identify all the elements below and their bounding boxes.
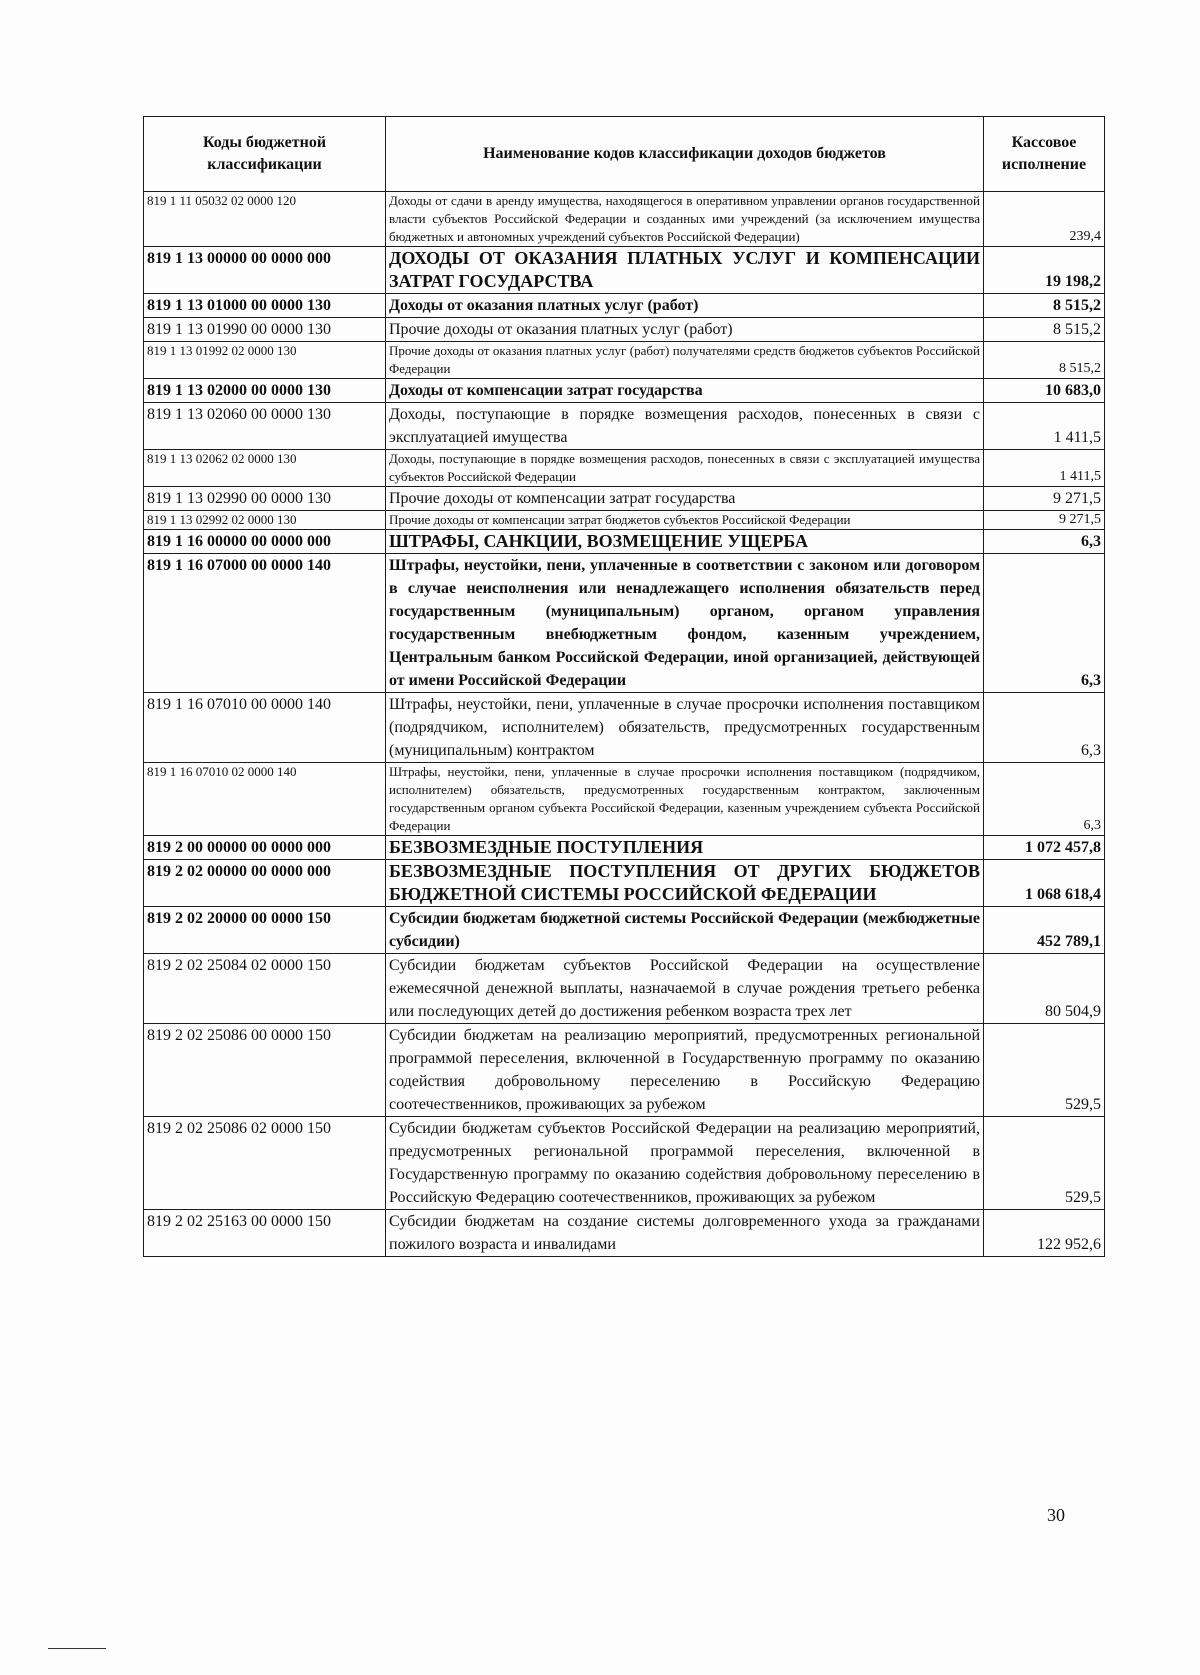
row-amount-cell: 6,3 xyxy=(984,554,1105,693)
row-code-cell: 819 1 13 01990 00 0000 130 xyxy=(144,318,386,342)
row-code-cell: 819 1 13 01992 02 0000 130 xyxy=(144,342,386,379)
row-amount-cell: 8 515,2 xyxy=(984,294,1105,318)
row-code-cell: 819 2 00 00000 00 0000 000 xyxy=(144,836,386,860)
table-row xyxy=(144,860,1105,907)
row-name-cell: Субсидии бюджетам на создание системы долговременного ухода за гражданами пожилого возраста и инвалидами xyxy=(386,1210,984,1257)
row-amount-cell: 6,3 xyxy=(984,763,1105,836)
row-name-cell: Прочие доходы от компенсации затрат бюджетов субъектов Российской Федерации xyxy=(386,511,984,530)
row-amount-cell: 80 504,9 xyxy=(984,954,1105,1024)
row-code-cell: 819 2 02 00000 00 0000 000 xyxy=(144,860,386,907)
row-amount-cell: 1 068 618,4 xyxy=(984,860,1105,907)
row-code-cell: 819 1 13 00000 00 0000 000 xyxy=(144,247,386,294)
table-row xyxy=(144,450,1105,487)
table-row xyxy=(144,693,1105,763)
table-row xyxy=(144,487,1105,511)
row-name-cell: Штрафы, неустойки, пени, уплаченные в случае просрочки исполнения поставщиком (подрядчиком, исполнителем) обязательств, предусмотренных государственным контрактом, заключенным государственным органом субъекта Российской Федерации, казенным учреждением субъекта Российской Федерации xyxy=(386,763,984,836)
row-code-cell: 819 1 11 05032 02 0000 120 xyxy=(144,192,386,247)
row-amount-cell: 1 411,5 xyxy=(984,403,1105,450)
row-code-cell: 819 2 02 25086 00 0000 150 xyxy=(144,1024,386,1117)
row-code-cell: 819 1 16 07000 00 0000 140 xyxy=(144,554,386,693)
table-header-row xyxy=(144,117,1105,192)
row-amount-cell: 19 198,2 xyxy=(984,247,1105,294)
row-code-cell: 819 1 13 01000 00 0000 130 xyxy=(144,294,386,318)
table-row xyxy=(144,318,1105,342)
row-amount-cell: 122 952,6 xyxy=(984,1210,1105,1257)
table-row xyxy=(144,1117,1105,1210)
row-amount-cell: 6,3 xyxy=(984,693,1105,763)
row-name-cell: Прочие доходы от компенсации затрат государства xyxy=(386,487,984,511)
row-amount-cell: 1 072 457,8 xyxy=(984,836,1105,860)
row-name-cell: Субсидии бюджетам бюджетной системы Российской Федерации (межбюджетные субсидии) xyxy=(386,907,984,954)
row-amount-cell: 10 683,0 xyxy=(984,379,1105,403)
table-row xyxy=(144,907,1105,954)
row-code-cell: 819 1 13 02000 00 0000 130 xyxy=(144,379,386,403)
row-name-cell: ШТРАФЫ, САНКЦИИ, ВОЗМЕЩЕНИЕ УЩЕРБА xyxy=(386,530,984,554)
row-amount-cell: 452 789,1 xyxy=(984,907,1105,954)
row-code-cell: 819 1 13 02990 00 0000 130 xyxy=(144,487,386,511)
row-code-cell: 819 1 13 02062 02 0000 130 xyxy=(144,450,386,487)
table-row xyxy=(144,511,1105,530)
budget-revenue-table xyxy=(143,116,1105,1257)
table-row xyxy=(144,530,1105,554)
row-code-cell: 819 2 02 25163 00 0000 150 xyxy=(144,1210,386,1257)
row-amount-cell: 529,5 xyxy=(984,1117,1105,1210)
row-name-cell: Прочие доходы от оказания платных услуг (работ) получателями средств бюджетов субъектов Российской Федерации xyxy=(386,342,984,379)
row-name-cell: ДОХОДЫ ОТ ОКАЗАНИЯ ПЛАТНЫХ УСЛУГ И КОМПЕНСАЦИИ ЗАТРАТ ГОСУДАРСТВА xyxy=(386,247,984,294)
table-row xyxy=(144,954,1105,1024)
row-amount-cell: 8 515,2 xyxy=(984,342,1105,379)
table-row xyxy=(144,836,1105,860)
table-row xyxy=(144,1024,1105,1117)
row-name-cell: Прочие доходы от оказания платных услуг (работ) xyxy=(386,318,984,342)
header-amount: Кассовое исполнение xyxy=(984,117,1105,192)
row-name-cell: Штрафы, неустойки, пени, уплаченные в случае просрочки исполнения поставщиком (подрядчиком, исполнителем) обязательств, предусмотренных государственным (муниципальным) контрактом xyxy=(386,693,984,763)
row-name-cell: Субсидии бюджетам на реализацию мероприятий, предусмотренных региональной программой переселения, включенной в Государственную программу по оказанию содействия добровольному переселению в Российскую Федерацию соотечественников, проживающих за рубежом xyxy=(386,1024,984,1117)
row-code-cell: 819 1 16 00000 00 0000 000 xyxy=(144,530,386,554)
table-body xyxy=(144,192,1105,1257)
page-number: 30 xyxy=(1047,1505,1065,1525)
footer-rule xyxy=(48,1648,106,1649)
row-name-cell: Доходы, поступающие в порядке возмещения расходов, понесенных в связи с эксплуатацией имущества xyxy=(386,403,984,450)
row-amount-cell: 1 411,5 xyxy=(984,450,1105,487)
row-code-cell: 819 1 16 07010 02 0000 140 xyxy=(144,763,386,836)
row-code-cell: 819 1 13 02992 02 0000 130 xyxy=(144,511,386,530)
row-name-cell: Доходы, поступающие в порядке возмещения расходов, понесенных в связи с эксплуатацией имущества субъектов Российской Федерации xyxy=(386,450,984,487)
row-amount-cell: 6,3 xyxy=(984,530,1105,554)
row-name-cell: Доходы от оказания платных услуг (работ) xyxy=(386,294,984,318)
row-name-cell: Доходы от сдачи в аренду имущества, находящегося в оперативном управлении органов государственной власти субъектов Российской Федерации и созданных ими учреждений (за исключением имущества бюджетных и автономных учреждений субъектов Российской Федерации) xyxy=(386,192,984,247)
row-code-cell: 819 1 16 07010 00 0000 140 xyxy=(144,693,386,763)
table-row xyxy=(144,247,1105,294)
table-row xyxy=(144,763,1105,836)
table-row xyxy=(144,379,1105,403)
row-code-cell: 819 2 02 25086 02 0000 150 xyxy=(144,1117,386,1210)
row-name-cell: БЕЗВОЗМЕЗДНЫЕ ПОСТУПЛЕНИЯ ОТ ДРУГИХ БЮДЖЕТОВ БЮДЖЕТНОЙ СИСТЕМЫ РОССИЙСКОЙ ФЕДЕРАЦИИ xyxy=(386,860,984,907)
header-name: Наименование кодов классификации доходов бюджетов xyxy=(386,117,984,192)
row-code-cell: 819 1 13 02060 00 0000 130 xyxy=(144,403,386,450)
row-code-cell: 819 2 02 25084 02 0000 150 xyxy=(144,954,386,1024)
row-name-cell: Субсидии бюджетам субъектов Российской Федерации на реализацию мероприятий, предусмотренных региональной программой переселения, включенной в Государственную программу по оказанию содействия добровольному переселению в Российскую Федерацию соотечественников, проживающих за рубежом xyxy=(386,1117,984,1210)
row-amount-cell: 239,4 xyxy=(984,192,1105,247)
row-code-cell: 819 2 02 20000 00 0000 150 xyxy=(144,907,386,954)
row-amount-cell: 8 515,2 xyxy=(984,318,1105,342)
row-name-cell: Штрафы, неустойки, пени, уплаченные в соответствии с законом или договором в случае неисполнения или ненадлежащего исполнения обязательств перед государственным (муниципальным) органом, органом управления государственным внебюджетным фондом, казенным учреждением, Центральным банком Российской Федерации, иной организацией, действующей от имени Российской Федерации xyxy=(386,554,984,693)
table-row xyxy=(144,1210,1105,1257)
table-row xyxy=(144,342,1105,379)
table-row xyxy=(144,403,1105,450)
row-name-cell: БЕЗВОЗМЕЗДНЫЕ ПОСТУПЛЕНИЯ xyxy=(386,836,984,860)
table-row xyxy=(144,554,1105,693)
row-name-cell: Доходы от компенсации затрат государства xyxy=(386,379,984,403)
row-amount-cell: 9 271,5 xyxy=(984,511,1105,530)
header-code: Коды бюджетной классификации xyxy=(144,117,386,192)
row-amount-cell: 529,5 xyxy=(984,1024,1105,1117)
table-row xyxy=(144,192,1105,247)
row-amount-cell: 9 271,5 xyxy=(984,487,1105,511)
table-row xyxy=(144,294,1105,318)
row-name-cell: Субсидии бюджетам субъектов Российской Федерации на осуществление ежемесячной денежной выплаты, назначаемой в случае рождения третьего ребенка или последующих детей до достижения ребенком возраста трех лет xyxy=(386,954,984,1024)
